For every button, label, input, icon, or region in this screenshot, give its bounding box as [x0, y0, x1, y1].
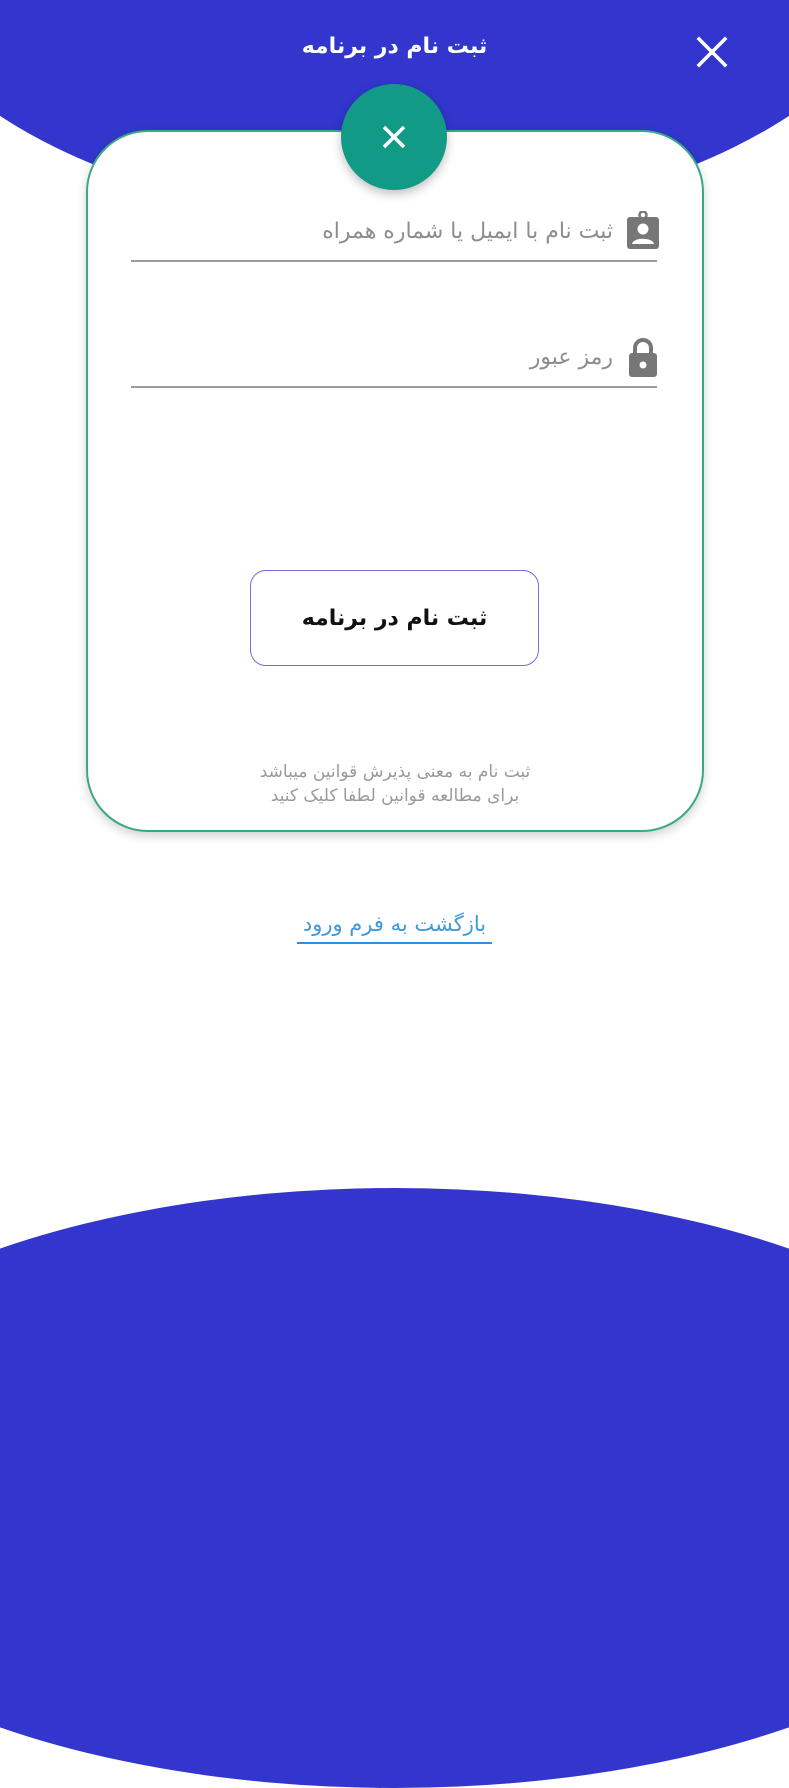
- email-phone-input[interactable]: [131, 202, 657, 262]
- close-icon: [379, 122, 409, 152]
- page-title: ثبت نام در برنامه: [301, 34, 488, 59]
- terms-line-1: ثبت نام به معنی پذیرش قوانین میباشد: [259, 762, 531, 782]
- card-close-button[interactable]: [341, 84, 447, 190]
- contact-badge-icon: [623, 211, 663, 251]
- lock-icon: [623, 337, 663, 377]
- close-icon: [692, 32, 732, 72]
- register-button-label: ثبت نام در برنامه: [301, 605, 488, 631]
- password-input[interactable]: [131, 328, 657, 388]
- close-button[interactable]: [692, 32, 732, 72]
- terms-line-2: برای مطالعه قوانین لطفا کلیک کنید: [270, 786, 520, 806]
- back-to-login-link[interactable]: بازگشت به فرم ورود: [297, 912, 492, 944]
- password-placeholder: رمز عبور: [529, 344, 613, 370]
- footer-background: [0, 1188, 789, 1788]
- register-button[interactable]: [250, 570, 539, 666]
- email-phone-placeholder: ثبت نام با ایمیل یا شماره همراه: [322, 218, 613, 244]
- terms-link[interactable]: [150, 760, 640, 808]
